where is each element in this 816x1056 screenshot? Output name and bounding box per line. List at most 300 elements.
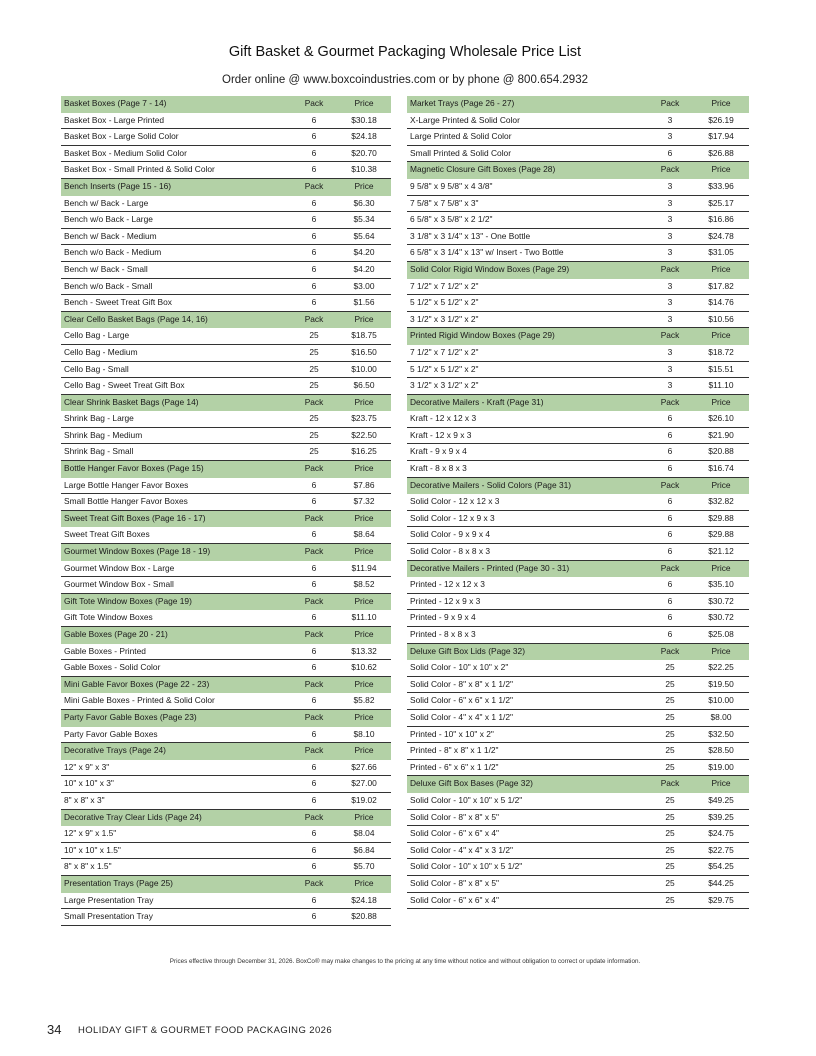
table-row: [407, 859, 749, 876]
pack-quantity: 25: [647, 875, 693, 892]
pack-quantity: 3: [647, 311, 693, 328]
table-row: [407, 610, 749, 627]
section-header-row: [61, 709, 391, 726]
item-name: Shrink Bag - Small: [61, 444, 291, 461]
pack-quantity: 25: [647, 759, 693, 776]
item-name: 5 1/2" x 5 1/2" x 2": [407, 361, 647, 378]
item-name: Kraft - 12 x 9 x 3: [407, 427, 647, 444]
pack-quantity: 25: [647, 743, 693, 760]
pack-quantity: 25: [291, 361, 337, 378]
unit-price: $14.76: [693, 295, 749, 312]
unit-price: $22.50: [337, 427, 391, 444]
unit-price: $4.20: [337, 245, 391, 262]
section-header-row: [61, 627, 391, 644]
item-name: Solid Color - 10" x 10" x 5 1/2": [407, 792, 647, 809]
unit-price: $8.52: [337, 577, 391, 594]
item-name: 8" x 8" x 3": [61, 792, 291, 809]
table-row: [407, 361, 749, 378]
pack-quantity: 6: [291, 527, 337, 544]
pack-quantity: 6: [291, 212, 337, 229]
item-name: Large Presentation Tray: [61, 892, 291, 909]
item-name: Bench w/o Back - Large: [61, 212, 291, 229]
table-row: [407, 792, 749, 809]
unit-price: $8.04: [337, 826, 391, 843]
unit-price: $8.64: [337, 527, 391, 544]
unit-price: $10.56: [693, 311, 749, 328]
table-row: [407, 228, 749, 245]
unit-price: $24.75: [693, 826, 749, 843]
pack-quantity: 6: [291, 892, 337, 909]
table-row: [61, 859, 391, 876]
item-name: 7 5/8" x 7 5/8" x 3": [407, 195, 647, 212]
item-name: Cello Bag - Medium: [61, 344, 291, 361]
table-row: [407, 577, 749, 594]
unit-price: $17.82: [693, 278, 749, 295]
table-row: [61, 378, 391, 395]
table-row: [61, 759, 391, 776]
unit-price: $11.94: [337, 560, 391, 577]
item-name: Solid Color - 6" x 6" x 4": [407, 826, 647, 843]
table-row: [407, 112, 749, 129]
pack-quantity: 3: [647, 295, 693, 312]
section-unit-price: Price: [337, 178, 391, 195]
item-name: Gourmet Window Box - Large: [61, 560, 291, 577]
section-pack-quantity: Pack: [291, 510, 337, 527]
table-row: [61, 261, 391, 278]
pack-quantity: 25: [647, 842, 693, 859]
table-row: [61, 494, 391, 511]
section-pack-quantity: Pack: [291, 676, 337, 693]
unit-price: $25.08: [693, 627, 749, 644]
section-item-name: Gourmet Window Boxes (Page 18 - 19): [61, 544, 291, 561]
price-table-left: [61, 96, 391, 926]
table-row: [407, 676, 749, 693]
pricing-footnote: Prices effective through December 31, 2026. BoxCo® may make changes to the pricing at any time without notice and without obligation to correct or update information.: [169, 958, 641, 965]
unit-price: $5.82: [337, 693, 391, 710]
table-row: [407, 427, 749, 444]
table-row: [407, 593, 749, 610]
table-row: [407, 444, 749, 461]
pack-quantity: 6: [291, 295, 337, 312]
section-unit-price: Price: [693, 96, 749, 112]
section-pack-quantity: Pack: [291, 311, 337, 328]
section-unit-price: Price: [337, 311, 391, 328]
pack-quantity: 6: [291, 261, 337, 278]
item-name: Shrink Bag - Medium: [61, 427, 291, 444]
section-unit-price: Price: [337, 875, 391, 892]
item-name: Printed - 12 x 12 x 3: [407, 577, 647, 594]
section-header-row: [407, 394, 749, 411]
unit-price: $16.50: [337, 344, 391, 361]
section-pack-quantity: Pack: [291, 394, 337, 411]
item-name: 12" x 9" x 3": [61, 759, 291, 776]
pack-quantity: 6: [647, 610, 693, 627]
unit-price: $27.00: [337, 776, 391, 793]
unit-price: $6.84: [337, 842, 391, 859]
section-header-row: [407, 328, 749, 345]
table-row: [407, 743, 749, 760]
section-pack-quantity: Pack: [647, 96, 693, 112]
item-name: 3 1/8" x 3 1/4" x 13" - One Bottle: [407, 228, 647, 245]
item-name: Kraft - 8 x 8 x 3: [407, 461, 647, 478]
section-unit-price: Price: [337, 809, 391, 826]
table-row: [61, 527, 391, 544]
section-header-row: [61, 676, 391, 693]
section-item-name: Clear Cello Basket Bags (Page 14, 16): [61, 311, 291, 328]
item-name: 10" x 10" x 1.5": [61, 842, 291, 859]
unit-price: $7.32: [337, 494, 391, 511]
item-name: Printed - 8" x 8" x 1 1/2": [407, 743, 647, 760]
pack-quantity: 3: [647, 278, 693, 295]
unit-price: $26.10: [693, 411, 749, 428]
section-item-name: Bottle Hanger Favor Boxes (Page 15): [61, 461, 291, 478]
table-row: [407, 809, 749, 826]
item-name: Bench - Sweet Treat Gift Box: [61, 295, 291, 312]
table-row: [61, 195, 391, 212]
section-pack-quantity: Pack: [291, 178, 337, 195]
pack-quantity: 6: [291, 792, 337, 809]
section-pack-quantity: Pack: [291, 743, 337, 760]
table-row: [407, 544, 749, 561]
unit-price: $1.56: [337, 295, 391, 312]
pack-quantity: 6: [647, 510, 693, 527]
section-unit-price: Price: [693, 477, 749, 494]
section-unit-price: Price: [693, 328, 749, 345]
unit-price: $24.78: [693, 228, 749, 245]
section-item-name: Decorative Mailers - Solid Colors (Page 31): [407, 477, 647, 494]
pack-quantity: 3: [647, 178, 693, 195]
pack-quantity: 3: [647, 195, 693, 212]
item-name: 3 1/2" x 3 1/2" x 2": [407, 311, 647, 328]
pack-quantity: 6: [291, 610, 337, 627]
table-row: [61, 212, 391, 229]
unit-price: $39.25: [693, 809, 749, 826]
section-unit-price: Price: [693, 776, 749, 793]
unit-price: $19.00: [693, 759, 749, 776]
table-row: [61, 842, 391, 859]
pack-quantity: 6: [291, 494, 337, 511]
pack-quantity: 6: [291, 842, 337, 859]
pack-quantity: 25: [647, 826, 693, 843]
section-header-row: [61, 593, 391, 610]
section-pack-quantity: Pack: [647, 776, 693, 793]
pack-quantity: 3: [647, 378, 693, 395]
pack-quantity: 6: [647, 411, 693, 428]
pack-quantity: 25: [647, 792, 693, 809]
unit-price: $5.70: [337, 859, 391, 876]
section-pack-quantity: Pack: [291, 96, 337, 112]
pack-quantity: 6: [291, 195, 337, 212]
unit-price: $35.10: [693, 577, 749, 594]
table-row: [61, 328, 391, 345]
pack-quantity: 25: [647, 693, 693, 710]
item-name: Large Bottle Hanger Favor Boxes: [61, 477, 291, 494]
item-name: 6 5/8" x 3 5/8" x 2 1/2": [407, 212, 647, 229]
table-row: [61, 344, 391, 361]
pack-quantity: 6: [291, 577, 337, 594]
table-row: [407, 411, 749, 428]
pack-quantity: 6: [291, 660, 337, 677]
section-header-row: [61, 178, 391, 195]
item-name: Solid Color - 8" x 8" x 5": [407, 875, 647, 892]
section-header-row: [61, 96, 391, 112]
pack-quantity: 6: [291, 776, 337, 793]
section-pack-quantity: Pack: [647, 560, 693, 577]
item-name: Solid Color - 12 x 9 x 3: [407, 510, 647, 527]
table-row: [407, 295, 749, 312]
pack-quantity: 25: [291, 444, 337, 461]
unit-price: $22.25: [693, 660, 749, 677]
section-header-row: [61, 461, 391, 478]
table-row: [61, 892, 391, 909]
section-unit-price: Price: [693, 560, 749, 577]
item-name: Gourmet Window Box - Small: [61, 577, 291, 594]
item-name: 6 5/8" x 3 1/4" x 13" w/ Insert - Two Bottle: [407, 245, 647, 262]
section-unit-price: Price: [337, 676, 391, 693]
pack-quantity: 25: [647, 676, 693, 693]
pack-quantity: 6: [647, 461, 693, 478]
unit-price: $30.18: [337, 112, 391, 129]
section-item-name: Gable Boxes (Page 20 - 21): [61, 627, 291, 644]
section-pack-quantity: Pack: [647, 643, 693, 660]
unit-price: $16.74: [693, 461, 749, 478]
section-header-row: [61, 743, 391, 760]
item-name: Bench w/ Back - Large: [61, 195, 291, 212]
pack-quantity: 6: [647, 527, 693, 544]
section-pack-quantity: Pack: [647, 394, 693, 411]
pack-quantity: 6: [291, 643, 337, 660]
item-name: Basket Box - Small Printed & Solid Color: [61, 162, 291, 179]
section-unit-price: Price: [337, 627, 391, 644]
unit-price: $44.25: [693, 875, 749, 892]
pack-quantity: 6: [291, 759, 337, 776]
section-item-name: Presentation Trays (Page 25): [61, 875, 291, 892]
section-pack-quantity: Pack: [647, 328, 693, 345]
unit-price: $30.72: [693, 610, 749, 627]
pack-quantity: 6: [647, 444, 693, 461]
pack-quantity: 6: [291, 909, 337, 926]
item-name: Solid Color - 12 x 12 x 3: [407, 494, 647, 511]
section-pack-quantity: Pack: [291, 593, 337, 610]
item-name: Solid Color - 4" x 4" x 3 1/2": [407, 842, 647, 859]
table-row: [407, 510, 749, 527]
pack-quantity: 6: [647, 494, 693, 511]
item-name: Solid Color - 9 x 9 x 4: [407, 527, 647, 544]
section-unit-price: Price: [337, 709, 391, 726]
item-name: Solid Color - 10" x 10" x 2": [407, 660, 647, 677]
unit-price: $11.10: [693, 378, 749, 395]
unit-price: $19.50: [693, 676, 749, 693]
table-row: [61, 909, 391, 926]
section-unit-price: Price: [337, 394, 391, 411]
unit-price: $15.51: [693, 361, 749, 378]
section-pack-quantity: Pack: [647, 261, 693, 278]
table-row: [407, 875, 749, 892]
item-name: Printed - 8 x 8 x 3: [407, 627, 647, 644]
table-row: [61, 278, 391, 295]
section-item-name: Mini Gable Favor Boxes (Page 22 - 23): [61, 676, 291, 693]
page-title: Gift Basket & Gourmet Packaging Wholesale Price List: [228, 44, 582, 60]
section-header-row: [61, 510, 391, 527]
section-item-name: Clear Shrink Basket Bags (Page 14): [61, 394, 291, 411]
pack-quantity: 6: [291, 826, 337, 843]
table-row: [407, 660, 749, 677]
table-row: [407, 178, 749, 195]
section-item-name: Sweet Treat Gift Boxes (Page 16 - 17): [61, 510, 291, 527]
unit-price: $32.82: [693, 494, 749, 511]
section-item-name: Bench Inserts (Page 15 - 16): [61, 178, 291, 195]
unit-price: $5.64: [337, 228, 391, 245]
pack-quantity: 3: [647, 228, 693, 245]
item-name: 10" x 10" x 3": [61, 776, 291, 793]
section-pack-quantity: Pack: [647, 162, 693, 179]
unit-price: $19.02: [337, 792, 391, 809]
item-name: Gable Boxes - Printed: [61, 643, 291, 660]
section-header-row: [407, 776, 749, 793]
pack-quantity: 25: [647, 709, 693, 726]
item-name: Gable Boxes - Solid Color: [61, 660, 291, 677]
section-pack-quantity: Pack: [291, 809, 337, 826]
unit-price: $6.50: [337, 378, 391, 395]
unit-price: $28.50: [693, 743, 749, 760]
item-name: 12" x 9" x 1.5": [61, 826, 291, 843]
pack-quantity: 6: [647, 544, 693, 561]
unit-price: $6.30: [337, 195, 391, 212]
table-row: [61, 776, 391, 793]
table-row: [407, 759, 749, 776]
unit-price: $25.17: [693, 195, 749, 212]
item-name: 8" x 8" x 1.5": [61, 859, 291, 876]
unit-price: $16.86: [693, 212, 749, 229]
item-name: Mini Gable Boxes - Printed & Solid Color: [61, 693, 291, 710]
section-header-row: [61, 394, 391, 411]
item-name: Solid Color - 6" x 6" x 4": [407, 892, 647, 909]
pack-quantity: 6: [291, 693, 337, 710]
unit-price: $17.94: [693, 129, 749, 146]
pack-quantity: 6: [291, 145, 337, 162]
pack-quantity: 6: [291, 477, 337, 494]
table-row: [407, 212, 749, 229]
unit-price: $10.38: [337, 162, 391, 179]
unit-price: $23.75: [337, 411, 391, 428]
pack-quantity: 6: [647, 145, 693, 162]
section-pack-quantity: Pack: [291, 709, 337, 726]
pack-quantity: 25: [647, 859, 693, 876]
item-name: Solid Color - 10" x 10" x 5 1/2": [407, 859, 647, 876]
item-name: Solid Color - 8" x 8" x 1 1/2": [407, 676, 647, 693]
section-item-name: Solid Color Rigid Window Boxes (Page 29): [407, 261, 647, 278]
item-name: Printed - 6" x 6" x 1 1/2": [407, 759, 647, 776]
table-row: [61, 792, 391, 809]
table-row: [407, 726, 749, 743]
table-row: [407, 344, 749, 361]
table-row: [407, 627, 749, 644]
item-name: Solid Color - 4" x 4" x 1 1/2": [407, 709, 647, 726]
unit-price: $10.62: [337, 660, 391, 677]
unit-price: $22.75: [693, 842, 749, 859]
table-row: [407, 378, 749, 395]
pack-quantity: 6: [291, 228, 337, 245]
item-name: 3 1/2" x 3 1/2" x 2": [407, 378, 647, 395]
pack-quantity: 6: [647, 577, 693, 594]
section-pack-quantity: Pack: [291, 627, 337, 644]
section-unit-price: Price: [337, 544, 391, 561]
item-name: Kraft - 9 x 9 x 4: [407, 444, 647, 461]
section-header-row: [407, 162, 749, 179]
unit-price: $16.25: [337, 444, 391, 461]
section-unit-price: Price: [693, 162, 749, 179]
table-row: [61, 295, 391, 312]
item-name: Party Favor Gable Boxes: [61, 726, 291, 743]
section-item-name: Basket Boxes (Page 7 - 14): [61, 96, 291, 112]
section-header-row: [407, 560, 749, 577]
unit-price: $54.25: [693, 859, 749, 876]
section-item-name: Deluxe Gift Box Lids (Page 32): [407, 643, 647, 660]
unit-price: $10.00: [337, 361, 391, 378]
pack-quantity: 6: [291, 245, 337, 262]
item-name: Small Presentation Tray: [61, 909, 291, 926]
table-row: [61, 693, 391, 710]
section-unit-price: Price: [693, 643, 749, 660]
section-header-row: [61, 311, 391, 328]
unit-price: $29.88: [693, 527, 749, 544]
item-name: Bench w/o Back - Medium: [61, 245, 291, 262]
section-unit-price: Price: [693, 394, 749, 411]
pack-quantity: 6: [647, 627, 693, 644]
pack-quantity: 3: [647, 112, 693, 129]
item-name: Basket Box - Large Solid Color: [61, 129, 291, 146]
section-pack-quantity: Pack: [291, 875, 337, 892]
pack-quantity: 3: [647, 245, 693, 262]
pack-quantity: 3: [647, 129, 693, 146]
pack-quantity: 25: [647, 726, 693, 743]
section-unit-price: Price: [337, 96, 391, 112]
table-row: [407, 195, 749, 212]
table-row: [61, 162, 391, 179]
pack-quantity: 6: [291, 162, 337, 179]
unit-price: $8.00: [693, 709, 749, 726]
table-row: [407, 842, 749, 859]
unit-price: $4.20: [337, 261, 391, 278]
section-unit-price: Price: [337, 510, 391, 527]
item-name: Sweet Treat Gift Boxes: [61, 527, 291, 544]
table-row: [407, 826, 749, 843]
table-row: [407, 892, 749, 909]
section-item-name: Decorative Tray Clear Lids (Page 24): [61, 809, 291, 826]
unit-price: $24.18: [337, 892, 391, 909]
page-subtitle: Order online @ www.boxcoindustries.com or by phone @ 800.654.2932: [222, 74, 588, 86]
item-name: Basket Box - Medium Solid Color: [61, 145, 291, 162]
item-name: Small Printed & Solid Color: [407, 145, 647, 162]
unit-price: $18.72: [693, 344, 749, 361]
table-row: [407, 461, 749, 478]
section-header-row: [61, 809, 391, 826]
pack-quantity: 6: [291, 112, 337, 129]
unit-price: $26.19: [693, 112, 749, 129]
unit-price: $29.75: [693, 892, 749, 909]
item-name: Cello Bag - Large: [61, 328, 291, 345]
table-row: [61, 577, 391, 594]
unit-price: $7.86: [337, 477, 391, 494]
pack-quantity: 6: [291, 560, 337, 577]
item-name: Solid Color - 6" x 6" x 1 1/2": [407, 693, 647, 710]
table-row: [61, 477, 391, 494]
table-row: [407, 693, 749, 710]
item-name: Printed - 9 x 9 x 4: [407, 610, 647, 627]
item-name: Printed - 12 x 9 x 3: [407, 593, 647, 610]
pack-quantity: 25: [291, 344, 337, 361]
pack-quantity: 25: [647, 892, 693, 909]
